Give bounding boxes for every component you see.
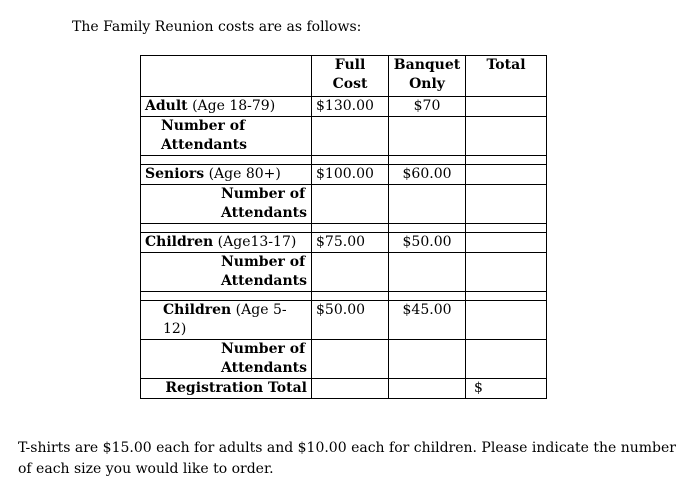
price-row-seniors bbox=[141, 165, 547, 185]
total-cell[interactable] bbox=[466, 301, 547, 340]
total-attendants-cell[interactable] bbox=[466, 340, 547, 379]
total-attendants-cell[interactable] bbox=[466, 185, 547, 224]
price-row-children-5-12 bbox=[141, 301, 547, 340]
registration-total-row bbox=[141, 379, 547, 399]
full-cost-price: $100.00 bbox=[312, 165, 389, 185]
attendants-row-children-13-17 bbox=[141, 253, 547, 292]
banquet-attendants-input[interactable] bbox=[389, 185, 466, 224]
attendants-label: Number of Attendants bbox=[141, 117, 312, 156]
total-cell[interactable] bbox=[466, 233, 547, 253]
attendants-label: Number of Attendants bbox=[141, 340, 312, 379]
total-cell[interactable] bbox=[466, 97, 547, 117]
price-row-adult bbox=[141, 97, 547, 117]
banquet-attendants-input[interactable] bbox=[389, 117, 466, 156]
price-row-children-13-17 bbox=[141, 233, 547, 253]
full-cost-attendants-input[interactable] bbox=[312, 340, 389, 379]
registration-total-value[interactable]: $ bbox=[466, 379, 547, 399]
registration-total-banquet[interactable] bbox=[389, 379, 466, 399]
intro-text: The Family Reunion costs are as follows: bbox=[72, 19, 362, 35]
category-label: Seniors (Age 80+) bbox=[141, 165, 312, 185]
header-row bbox=[141, 56, 547, 97]
header-full-cost: Full Cost bbox=[312, 56, 389, 97]
total-cell[interactable] bbox=[466, 165, 547, 185]
header-banquet: Banquet Only bbox=[389, 56, 466, 97]
spacer-row bbox=[141, 292, 547, 301]
full-cost-attendants-input[interactable] bbox=[312, 185, 389, 224]
header-empty bbox=[141, 56, 312, 97]
attendants-row-adult bbox=[141, 117, 547, 156]
attendants-label: Number of Attendants bbox=[141, 253, 312, 292]
total-attendants-cell[interactable] bbox=[466, 253, 547, 292]
full-cost-attendants-input[interactable] bbox=[312, 117, 389, 156]
banquet-price: $70 bbox=[389, 97, 466, 117]
tshirt-note: T-shirts are $15.00 each for adults and $10.00 each for children. Please indicate the number of each size you would like to order. bbox=[18, 440, 676, 477]
full-cost-attendants-input[interactable] bbox=[312, 253, 389, 292]
banquet-attendants-input[interactable] bbox=[389, 340, 466, 379]
attendants-row-children-5-12 bbox=[141, 340, 547, 379]
banquet-price: $60.00 bbox=[389, 165, 466, 185]
header-total: Total bbox=[466, 56, 547, 97]
category-label: Children (Age 5-12) bbox=[141, 301, 312, 340]
registration-total-full-cost[interactable] bbox=[312, 379, 389, 399]
banquet-price: $45.00 bbox=[389, 301, 466, 340]
total-attendants-cell[interactable] bbox=[466, 117, 547, 156]
full-cost-price: $75.00 bbox=[312, 233, 389, 253]
full-cost-price: $50.00 bbox=[312, 301, 389, 340]
spacer-row bbox=[141, 224, 547, 233]
category-label: Adult (Age 18-79) bbox=[141, 97, 312, 117]
full-cost-price: $130.00 bbox=[312, 97, 389, 117]
spacer-row bbox=[141, 156, 547, 165]
registration-total-label: Registration Total bbox=[141, 379, 312, 399]
category-label: Children (Age13-17) bbox=[141, 233, 312, 253]
attendants-row-seniors bbox=[141, 185, 547, 224]
attendants-label: Number of Attendants bbox=[141, 185, 312, 224]
cost-table bbox=[140, 55, 547, 399]
banquet-attendants-input[interactable] bbox=[389, 253, 466, 292]
banquet-price: $50.00 bbox=[389, 233, 466, 253]
